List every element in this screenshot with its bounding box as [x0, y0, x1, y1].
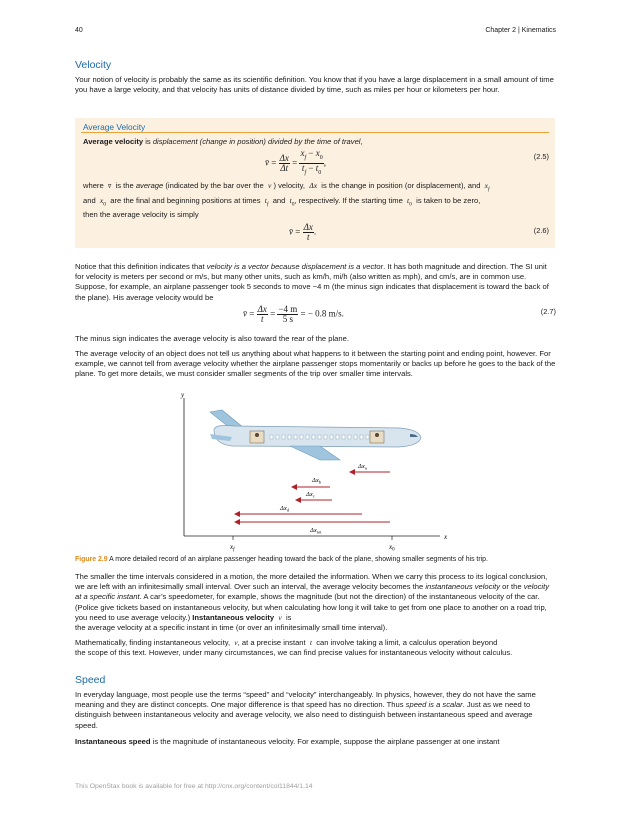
equation-number-2-5: (2.5): [533, 152, 549, 161]
equation-number-2-7: (2.7): [540, 307, 556, 316]
equation-2-6: v̄ = $\frac{\Delta x}{t}$ .: [289, 222, 317, 242]
box-title: Average Velocity: [83, 122, 146, 132]
speed-paragraph: In everyday language, most people use the terms “speed” and “velocity” interchangeably. In physics, however, they do not have the same meaning and they are distinct concepts. One major difference is that speed has no direction. Thus speed is a scalar. Just as we need to distinguish between instantaneous velocity and average velocity, we also need to distinguish between instantaneous speed and average speed.: [75, 690, 536, 730]
passenger-rear-icon: [255, 433, 259, 437]
average-velocity-paragraph: The average velocity of an object does not tell us anything about what happens to it between the starting point and ending point, however. For example, we cannot tell from average velocity whether the airplane passenger stops momentarily or backs up before he goes to the back of the plane. To get more details, we must consider smaller segments of the trip over smaller time intervals.: [75, 349, 556, 379]
definition-line: Average velocity is displacement (change in position) divided by the time of travel,: [83, 137, 363, 146]
displacement-label-tot: $\Delta x_{tot}$: [310, 527, 322, 535]
and-line: and $x_0$ are the final and beginning positions at times $t_f$ and $t_0$, respectively. If the starting time $t_0$ is taken to be zero,: [83, 196, 481, 208]
equation-2-7: v̄ = $\frac{\Delta x}{t}$ = $\frac{-4 m}{5 s}$ = − 0.8 m/s.: [243, 304, 344, 324]
displacement-label-a: $\Delta x_a$: [358, 463, 367, 471]
page-number: 40: [75, 27, 83, 34]
box-title-rule: [81, 132, 549, 133]
figure-2-9: [170, 390, 460, 555]
where-line: where v̄ is the average (indicated by the bar over the v ) velocity, Δx is the change in position (or displacement), and $x_f$: [83, 181, 490, 193]
y-axis-label: y: [181, 391, 185, 399]
airplane-fuselage: [214, 426, 421, 448]
running-header: Chapter 2 | Kinematics: [485, 27, 556, 34]
instantaneous-speed-paragraph: Instantaneous speed is the magnitude of instantaneous velocity. For example, suppose the airplane passenger at one instant: [75, 737, 500, 746]
airplane-windows: [270, 435, 369, 439]
average-velocity-box: [75, 118, 555, 248]
airplane-illustration: [210, 410, 421, 460]
instantaneous-velocity-paragraph: The smaller the time intervals considered in a motion, the more detailed the information. When we carry this process to its logical conclusion, we are left with an infinitesimally small interval. Over such an interval, the average velocity becomes the instantaneous velocity or the velocity at a specific instant. A car’s speedometer, for example, shows the magnitude (but not the direction) of the instantaneous velocity of the car. (Police give tickets based on instantaneous velocity, but when calculating how long it will take to get from one place to another on a road trip, you need to use average velocity.) Instantaneous velocity v is the average velocity at a specific instant in time (or over an infinitesimally small time interval).: [75, 572, 550, 633]
intro-paragraph: Your notion of velocity is probably the same as its scientific definition. You know that if you have a large displacement in a small amount of time you have a large velocity, and that velocity has units of distance divided by time, such as miles per hour or kilometers per hour.: [75, 75, 554, 95]
minus-sign-paragraph: The minus sign indicates the average velocity is also toward the rear of the plane.: [75, 334, 349, 343]
equation-number-2-6: (2.6): [533, 226, 549, 235]
displacement-arrows: [235, 463, 390, 535]
displacement-label-b: $\Delta x_b$: [312, 477, 321, 485]
section-title-velocity: Velocity: [75, 59, 112, 71]
figure-caption: Figure 2.9 A more detailed record of an airplane passenger heading toward the back of the plane, showing smaller segments of his trip.: [75, 556, 488, 563]
displacement-label-c: $\Delta x_c$: [306, 491, 315, 499]
then-line: then the average velocity is simply: [83, 210, 199, 219]
x-axis-label: x: [444, 533, 448, 541]
xf-tick-label: $x_f$: [230, 543, 235, 553]
section-title-speed: Speed: [75, 674, 106, 686]
airplane-wing: [290, 446, 340, 460]
displacement-label-d: $\Delta x_d$: [280, 505, 289, 513]
passenger-front-icon: [375, 433, 379, 437]
mathematically-paragraph: Mathematically, finding instantaneous velocity, v, at a precise instant t can involve taking a limit, a calculus operation beyond the scope of this text. However, under many circumstances, we can find precise values for instantaneous velocity without calculus.: [75, 638, 513, 658]
equation-2-5: v̄ = $\frac{\Delta x}{\Delta t}$ = $\frac{x_f - x_0}{t_f - t_0}$ ,: [265, 148, 326, 176]
footer-note: This OpenStax book is available for free at http://cnx.org/content/col11844/1.14: [75, 783, 313, 790]
x0-tick-label: $x_0$: [389, 543, 395, 553]
notice-paragraph: Notice that this definition indicates that velocity is a vector because displacement is a vector. It has both magnitude and direction. The SI unit for velocity is meters per second or m/s, but many other units, such as km/h, mi/h (also written as mph), and cm/s, are in common use. Suppose, for example, an airplane passenger took 5 seconds to move −4 m (the minus sign indicates that displacement is toward the back of the plane). His average velocity would be: [75, 262, 549, 302]
